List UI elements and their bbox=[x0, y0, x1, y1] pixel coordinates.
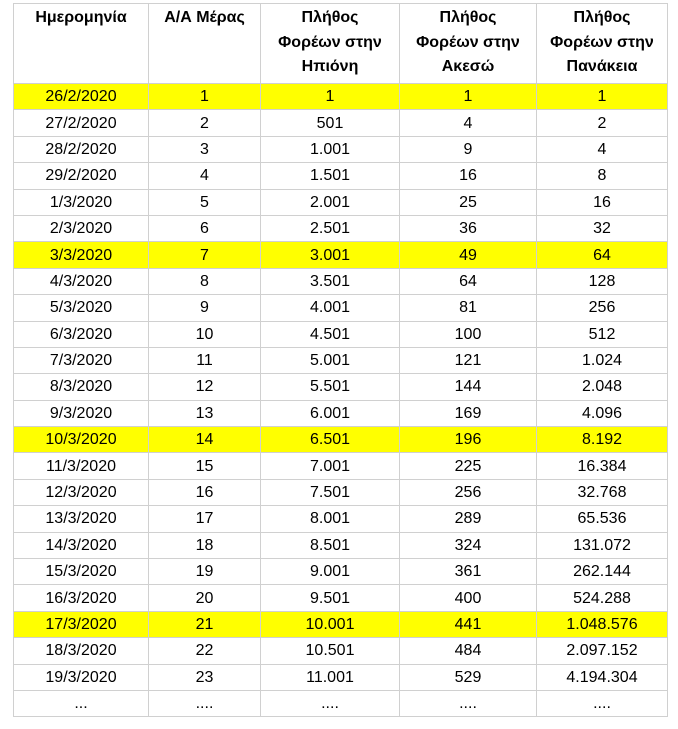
panakeia-count-cell: 4.096 bbox=[537, 400, 668, 426]
panakeia-count-cell: 2.097.152 bbox=[537, 638, 668, 664]
table-row bbox=[14, 690, 668, 716]
date-cell: 6/3/2020 bbox=[14, 321, 149, 347]
hipione-count-cell: 501 bbox=[261, 110, 400, 136]
date-cell: 26/2/2020 bbox=[14, 84, 149, 110]
akeso-count-cell: 441 bbox=[400, 611, 537, 637]
table-row bbox=[14, 321, 668, 347]
panakeia-count-cell: 32 bbox=[537, 215, 668, 241]
table-row bbox=[14, 268, 668, 294]
date-cell: 19/3/2020 bbox=[14, 664, 149, 690]
akeso-count-cell: 196 bbox=[400, 427, 537, 453]
date-cell: 29/2/2020 bbox=[14, 163, 149, 189]
header-row bbox=[14, 4, 668, 84]
hipione-count-cell: 2.001 bbox=[261, 189, 400, 215]
hipione-count-cell: 7.501 bbox=[261, 479, 400, 505]
akeso-count-cell: 169 bbox=[400, 400, 537, 426]
day-index-cell: 14 bbox=[149, 427, 261, 453]
table-row bbox=[14, 163, 668, 189]
panakeia-count-cell: 4.194.304 bbox=[537, 664, 668, 690]
header-text-line: Α/Α Μέρας bbox=[164, 9, 245, 26]
hipione-count-cell: 9.501 bbox=[261, 585, 400, 611]
panakeia-count-cell: 128 bbox=[537, 268, 668, 294]
panakeia-count-cell: 16 bbox=[537, 189, 668, 215]
akeso-count-cell: 361 bbox=[400, 559, 537, 585]
panakeia-count-cell: 131.072 bbox=[537, 532, 668, 558]
akeso-count-cell: 529 bbox=[400, 664, 537, 690]
day-index-cell: 12 bbox=[149, 374, 261, 400]
header-text-line: Ακεσώ bbox=[441, 58, 495, 75]
panakeia-count-cell: 256 bbox=[537, 295, 668, 321]
panakeia-count-cell: 65.536 bbox=[537, 506, 668, 532]
akeso-count-cell: 25 bbox=[400, 189, 537, 215]
panakeia-count-cell: 262.144 bbox=[537, 559, 668, 585]
hipione-count-cell: 2.501 bbox=[261, 215, 400, 241]
table-row bbox=[14, 347, 668, 373]
hipione-count-cell: 1 bbox=[261, 84, 400, 110]
day-index-cell: 8 bbox=[149, 268, 261, 294]
day-index-cell: 17 bbox=[149, 506, 261, 532]
date-cell: 17/3/2020 bbox=[14, 611, 149, 637]
carriers-table bbox=[13, 3, 668, 717]
header-text-line: Φορέων στην bbox=[550, 33, 654, 51]
table-row bbox=[14, 506, 668, 532]
hipione-count-cell: 1.001 bbox=[261, 136, 400, 162]
day-index-cell: 10 bbox=[149, 321, 261, 347]
date-cell: 4/3/2020 bbox=[14, 268, 149, 294]
table-row bbox=[14, 664, 668, 690]
panakeia-count-cell: 524.288 bbox=[537, 585, 668, 611]
day-index-cell: 21 bbox=[149, 611, 261, 637]
day-index-cell: 1 bbox=[149, 84, 261, 110]
day-index-cell: 11 bbox=[149, 347, 261, 373]
date-cell: 1/3/2020 bbox=[14, 189, 149, 215]
hipione-count-cell: 1.501 bbox=[261, 163, 400, 189]
hipione-count-cell: 3.501 bbox=[261, 268, 400, 294]
date-cell: 15/3/2020 bbox=[14, 559, 149, 585]
column-header-panakeia bbox=[537, 4, 668, 84]
panakeia-count-cell: 8 bbox=[537, 163, 668, 189]
column-header-day-index bbox=[149, 4, 261, 84]
akeso-count-cell: 16 bbox=[400, 163, 537, 189]
akeso-count-cell: 256 bbox=[400, 479, 537, 505]
table-row bbox=[14, 532, 668, 558]
header-text-line: Φορέων στην bbox=[416, 33, 520, 51]
akeso-count-cell: 36 bbox=[400, 215, 537, 241]
akeso-count-cell: .... bbox=[400, 690, 537, 716]
table-row bbox=[14, 559, 668, 585]
column-header-date bbox=[14, 4, 149, 84]
table-row bbox=[14, 479, 668, 505]
table-row bbox=[14, 400, 668, 426]
table-row bbox=[14, 215, 668, 241]
panakeia-count-cell: 1.048.576 bbox=[537, 611, 668, 637]
date-cell: 7/3/2020 bbox=[14, 347, 149, 373]
hipione-count-cell: 4.501 bbox=[261, 321, 400, 347]
date-cell: 8/3/2020 bbox=[14, 374, 149, 400]
panakeia-count-cell: 4 bbox=[537, 136, 668, 162]
day-index-cell: 3 bbox=[149, 136, 261, 162]
akeso-count-cell: 1 bbox=[400, 84, 537, 110]
panakeia-count-cell: 16.384 bbox=[537, 453, 668, 479]
hipione-count-cell: 10.501 bbox=[261, 638, 400, 664]
date-cell: 11/3/2020 bbox=[14, 453, 149, 479]
akeso-count-cell: 225 bbox=[400, 453, 537, 479]
date-cell: 10/3/2020 bbox=[14, 427, 149, 453]
date-cell: 3/3/2020 bbox=[14, 242, 149, 268]
akeso-count-cell: 121 bbox=[400, 347, 537, 373]
date-cell: 12/3/2020 bbox=[14, 479, 149, 505]
table-row bbox=[14, 189, 668, 215]
akeso-count-cell: 64 bbox=[400, 268, 537, 294]
table-row bbox=[14, 136, 668, 162]
panakeia-count-cell: 2.048 bbox=[537, 374, 668, 400]
panakeia-count-cell: 512 bbox=[537, 321, 668, 347]
akeso-count-cell: 100 bbox=[400, 321, 537, 347]
hipione-count-cell: .... bbox=[261, 690, 400, 716]
highlighted-table-row bbox=[14, 242, 668, 268]
table-row bbox=[14, 374, 668, 400]
hipione-count-cell: 3.001 bbox=[261, 242, 400, 268]
date-cell: 28/2/2020 bbox=[14, 136, 149, 162]
hipione-count-cell: 8.501 bbox=[261, 532, 400, 558]
table-row bbox=[14, 585, 668, 611]
day-index-cell: 19 bbox=[149, 559, 261, 585]
hipione-count-cell: 6.501 bbox=[261, 427, 400, 453]
hipione-count-cell: 4.001 bbox=[261, 295, 400, 321]
header-text-line: Ηπιόνη bbox=[301, 58, 359, 75]
panakeia-count-cell: 1.024 bbox=[537, 347, 668, 373]
day-index-cell: 18 bbox=[149, 532, 261, 558]
day-index-cell: 6 bbox=[149, 215, 261, 241]
hipione-count-cell: 10.001 bbox=[261, 611, 400, 637]
akeso-count-cell: 49 bbox=[400, 242, 537, 268]
panakeia-count-cell: 8.192 bbox=[537, 427, 668, 453]
day-index-cell: 20 bbox=[149, 585, 261, 611]
hipione-count-cell: 7.001 bbox=[261, 453, 400, 479]
date-cell: 18/3/2020 bbox=[14, 638, 149, 664]
panakeia-count-cell: 64 bbox=[537, 242, 668, 268]
day-index-cell: 9 bbox=[149, 295, 261, 321]
panakeia-count-cell: 1 bbox=[537, 84, 668, 110]
hipione-count-cell: 6.001 bbox=[261, 400, 400, 426]
day-index-cell: 13 bbox=[149, 400, 261, 426]
date-cell: 5/3/2020 bbox=[14, 295, 149, 321]
highlighted-table-row bbox=[14, 611, 668, 637]
table-row bbox=[14, 453, 668, 479]
header-text-line: Πλήθος bbox=[573, 9, 631, 26]
table-row bbox=[14, 638, 668, 664]
header-text-line: Ημερομηνία bbox=[35, 9, 127, 26]
hipione-count-cell: 5.001 bbox=[261, 347, 400, 373]
panakeia-count-cell: .... bbox=[537, 690, 668, 716]
highlighted-table-row bbox=[14, 427, 668, 453]
table-row bbox=[14, 295, 668, 321]
day-index-cell: 5 bbox=[149, 189, 261, 215]
hipione-count-cell: 5.501 bbox=[261, 374, 400, 400]
panakeia-count-cell: 32.768 bbox=[537, 479, 668, 505]
akeso-count-cell: 289 bbox=[400, 506, 537, 532]
header-text-line: Πανάκεια bbox=[566, 58, 638, 75]
date-cell: 27/2/2020 bbox=[14, 110, 149, 136]
header-text-line: Φορέων στην bbox=[278, 33, 382, 51]
header-text-line: Πλήθος bbox=[439, 9, 497, 26]
akeso-count-cell: 4 bbox=[400, 110, 537, 136]
day-index-cell: 15 bbox=[149, 453, 261, 479]
day-index-cell: 22 bbox=[149, 638, 261, 664]
date-cell: 14/3/2020 bbox=[14, 532, 149, 558]
akeso-count-cell: 324 bbox=[400, 532, 537, 558]
hipione-count-cell: 11.001 bbox=[261, 664, 400, 690]
highlighted-table-row bbox=[14, 84, 668, 110]
data-table-container bbox=[13, 3, 668, 717]
table-row bbox=[14, 110, 668, 136]
date-cell: 9/3/2020 bbox=[14, 400, 149, 426]
panakeia-count-cell: 2 bbox=[537, 110, 668, 136]
date-cell: ... bbox=[14, 690, 149, 716]
akeso-count-cell: 9 bbox=[400, 136, 537, 162]
day-index-cell: 23 bbox=[149, 664, 261, 690]
day-index-cell: 7 bbox=[149, 242, 261, 268]
day-index-cell: .... bbox=[149, 690, 261, 716]
akeso-count-cell: 81 bbox=[400, 295, 537, 321]
akeso-count-cell: 144 bbox=[400, 374, 537, 400]
column-header-akeso bbox=[400, 4, 537, 84]
date-cell: 2/3/2020 bbox=[14, 215, 149, 241]
table-body bbox=[14, 84, 668, 717]
day-index-cell: 16 bbox=[149, 479, 261, 505]
akeso-count-cell: 484 bbox=[400, 638, 537, 664]
hipione-count-cell: 9.001 bbox=[261, 559, 400, 585]
header-text-line: Πλήθος bbox=[301, 9, 359, 26]
column-header-hipione bbox=[261, 4, 400, 84]
date-cell: 13/3/2020 bbox=[14, 506, 149, 532]
date-cell: 16/3/2020 bbox=[14, 585, 149, 611]
day-index-cell: 4 bbox=[149, 163, 261, 189]
hipione-count-cell: 8.001 bbox=[261, 506, 400, 532]
day-index-cell: 2 bbox=[149, 110, 261, 136]
akeso-count-cell: 400 bbox=[400, 585, 537, 611]
